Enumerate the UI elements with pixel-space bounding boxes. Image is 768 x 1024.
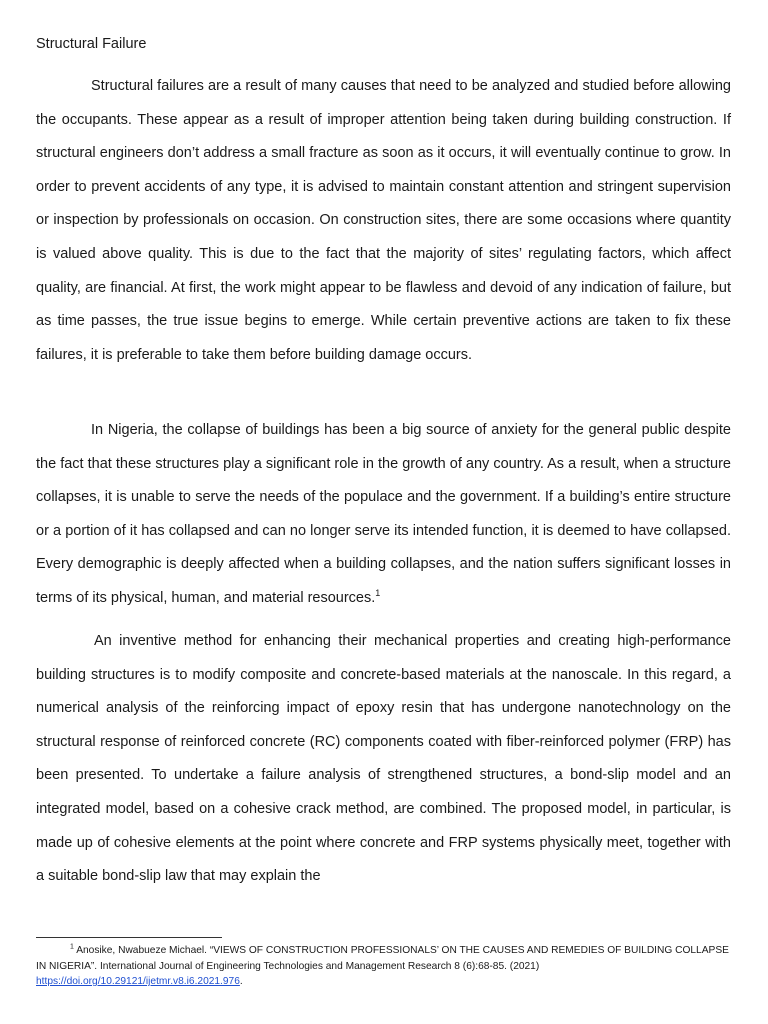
paragraph-nigeria-collapse	[36, 414, 731, 616]
paragraph-text: An inventive method for enhancing their mechanical properties and creating high-performance building structures is to modify composite and concrete-based materials at the nanoscale. In this regard, a numerical analysis of the reinforcing impact of epoxy resin that has undergone nanotechnology on the structural response of reinforced concrete (RC) components coated with fiber-reinforced polymer (FRP) has been presented. To undertake a failure analysis of strengthened structures, a bond-slip model and an integrated model, based on a cohesive crack method, are combined. The proposed model, in particular, is made up of cohesive elements at the point where concrete and FRP systems physically meet, together with a suitable bond-slip law that may explain the	[36, 633, 731, 885]
paragraph-text: Structural failures are a result of many causes that need to be analyzed and studied before allowing the occupants. These appear as a result of improper attention being taken during building construction. If structural engineers don’t address a small fracture as soon as it occurs, it will eventually continue to grow. In order to prevent accidents of any type, it is advised to maintain constant attention and stringent supervision or inspection by professionals on occasion. On construction sites, there are some occasions where quantity is valued above quality. This is due to the fact that the majority of sites’ regulating factors, which affect quality, are financial. At first, the work might appear to be flawless and devoid of any indication of failure, but as time passes, the true issue begins to emerge. While certain preventive actions are taken to fix these failures, it is preferable to take them before building damage occurs.	[36, 78, 731, 363]
paragraph-nanoscale-method	[36, 625, 731, 894]
paragraph-structural-failures	[36, 70, 731, 372]
footnote-reference[interactable]: 1	[375, 588, 381, 599]
footnote-marker: 1	[70, 943, 74, 951]
footnote-separator	[36, 937, 222, 938]
doi-link[interactable]: https://doi.org/10.29121/ijetmr.v8.i6.2021.976	[36, 976, 240, 987]
paragraph-text: In Nigeria, the collapse of buildings has been a big source of anxiety for the general public despite the fact that these structures play a significant role in the growth of any country. As a result, when a structure collapses, it is unable to serve the needs of the populace and the government. If a building’s entire structure or a portion of it has collapsed and can no longer serve its intended function, it is deemed to have collapsed. Every demographic is deeply affected when a building collapses, and the nation suffers significant losses in terms of its physical, human, and material resources.	[36, 422, 731, 606]
footnote	[36, 943, 736, 990]
footnote-citation: Anosike, Nwabueze Michael. “VIEWS OF CONSTRUCTION PROFESSIONALS’ ON THE CAUSES AND REMEDIES OF BUILDING COLLAPSE IN NIGERIA”. International Journal of Engineering Technologies and Management Research 8 (6):68-85. (2021)	[36, 945, 729, 972]
document-title: Structural Failure	[36, 36, 147, 52]
footnote-period: .	[239, 976, 243, 987]
